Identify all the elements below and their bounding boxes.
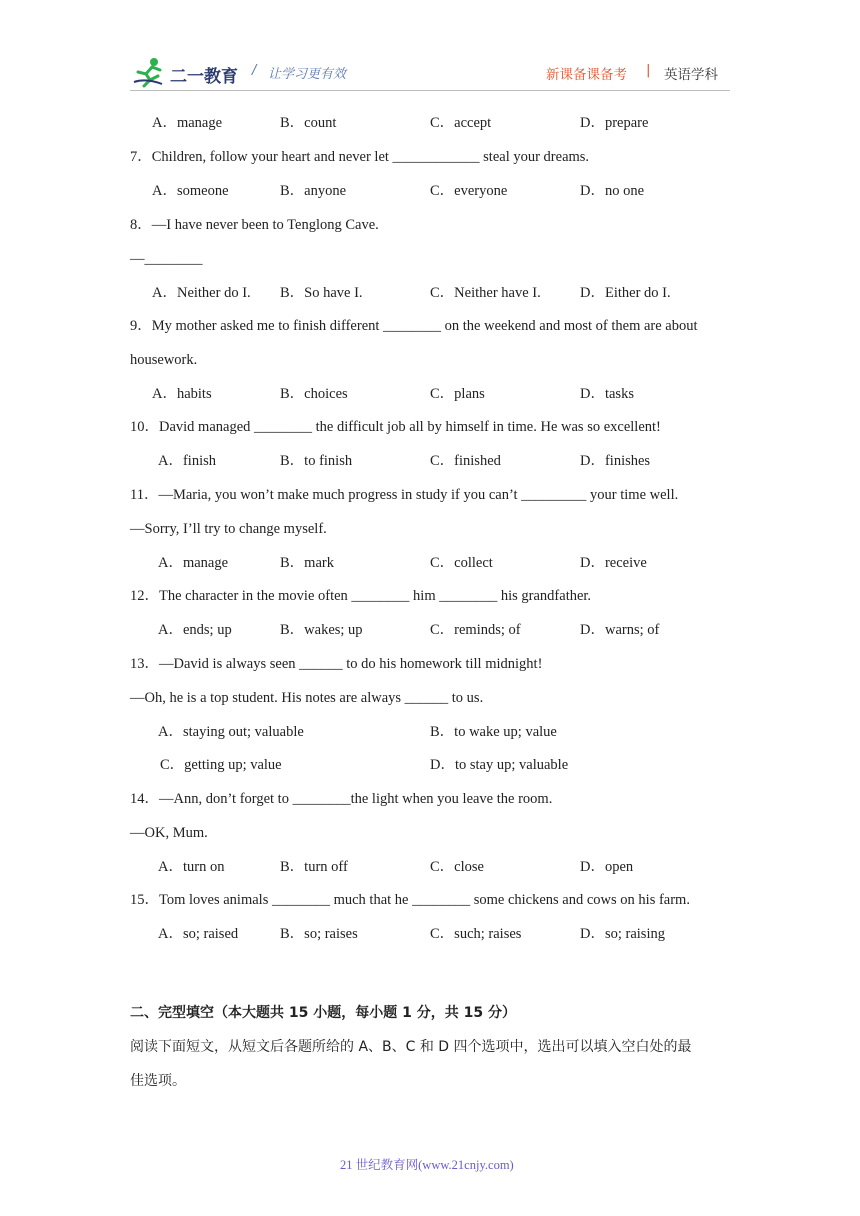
header-divider xyxy=(130,90,730,91)
option-a: A．habits xyxy=(152,386,212,402)
header-subject: 英语学科 xyxy=(664,67,718,83)
option-a: A．finish xyxy=(158,453,216,469)
option-a: A．manage xyxy=(158,555,229,571)
option-d: D．no one xyxy=(580,183,645,199)
section-instructions-continued: 佳选项。 xyxy=(130,1073,186,1089)
page-footer: 21 世纪教育网(www.21cnjy.com) xyxy=(340,1158,514,1172)
section-title: 二、完型填空（本大题共 15 小题，每小题 1 分，共 15 分） xyxy=(130,1005,516,1021)
question-stem: 15．Tom loves animals ________ much that he ________ some chickens and cows on his farm. xyxy=(130,892,690,908)
header-separator: | xyxy=(646,62,651,78)
option-d: D．warns; of xyxy=(580,622,660,638)
option-d: D．Either do I. xyxy=(580,285,671,301)
question-reply: —OK, Mum. xyxy=(130,825,208,841)
question-stem: 10．David managed ________ the difficult job all by himself in time. He was so excellent! xyxy=(130,419,661,435)
section-instructions: 阅读下面短文，从短文后各题所给的 A、B、C 和 D 四个选项中，选出可以填入空白处的最 xyxy=(130,1039,692,1055)
option-b: B．choices xyxy=(280,386,348,402)
option-c: C．plans xyxy=(430,386,485,402)
option-c: C．Neither have I. xyxy=(430,285,541,301)
option-c: C．getting up; value xyxy=(160,757,282,773)
header-right-label: 新课备课备考 xyxy=(546,67,627,83)
option-d: D．so; raising xyxy=(580,926,665,942)
option-b: B．anyone xyxy=(280,183,347,199)
option-d: D．finishes xyxy=(580,453,651,469)
question-stem: 11．—Maria, you won’t make much progress in study if you can’t _________ your time well. xyxy=(130,487,679,503)
option-c: C．collect xyxy=(430,555,493,571)
option-c: C．finished xyxy=(430,453,501,469)
question-stem: 14．—Ann, don’t forget to ________the light when you leave the room. xyxy=(130,791,553,807)
option-d: D．to stay up; valuable xyxy=(430,757,569,773)
option-a: A．so; raised xyxy=(158,926,239,942)
option-c: C．accept xyxy=(430,115,492,131)
option-b: B．to finish xyxy=(280,453,353,469)
option-d: D．tasks xyxy=(580,386,634,402)
option-a: A．ends; up xyxy=(158,622,232,638)
question-stem: 13．—David is always seen ______ to do his homework till midnight! xyxy=(130,656,543,672)
option-c: C．close xyxy=(430,859,484,875)
question-stem-continued: housework. xyxy=(130,352,198,368)
runner-logo-icon xyxy=(132,56,168,88)
option-a: A．Neither do I. xyxy=(152,285,251,301)
option-b: B．wakes; up xyxy=(280,622,363,638)
question-reply: —Sorry, I’ll try to change myself. xyxy=(130,521,327,537)
option-b: B．So have I. xyxy=(280,285,363,301)
option-c: C．such; raises xyxy=(430,926,522,942)
question-stem: 7．Children, follow your heart and never let ____________ steal your dreams. xyxy=(130,149,590,165)
header-slash: / xyxy=(252,63,257,78)
option-a: A．manage xyxy=(152,115,223,131)
option-b: B．mark xyxy=(280,555,334,571)
option-b: B．count xyxy=(280,115,337,131)
option-d: D．open xyxy=(580,859,634,875)
option-a: A．turn on xyxy=(158,859,225,875)
option-b: B．to wake up; value xyxy=(430,724,557,740)
option-b: B．turn off xyxy=(280,859,348,875)
option-d: D．prepare xyxy=(580,115,649,131)
logo-text: 二一教育 xyxy=(170,67,238,87)
option-d: D．receive xyxy=(580,555,647,571)
header-slogan: 让学习更有效 xyxy=(268,67,347,82)
question-stem: 8．—I have never been to Tenglong Cave. xyxy=(130,217,379,233)
option-c: C．reminds; of xyxy=(430,622,521,638)
question-stem: 9．My mother asked me to finish different ________ on the weekend and most of them are about xyxy=(130,318,698,334)
option-a: A．staying out; valuable xyxy=(158,724,304,740)
question-stem: 12．The character in the movie often ________ him ________ his grandfather. xyxy=(130,588,592,604)
question-reply: —Oh, he is a top student. His notes are always ______ to us. xyxy=(130,690,484,706)
option-b: B．so; raises xyxy=(280,926,358,942)
logo xyxy=(132,56,240,88)
option-c: C．everyone xyxy=(430,183,508,199)
option-a: A．someone xyxy=(152,183,229,199)
question-reply: —________ xyxy=(130,251,203,267)
